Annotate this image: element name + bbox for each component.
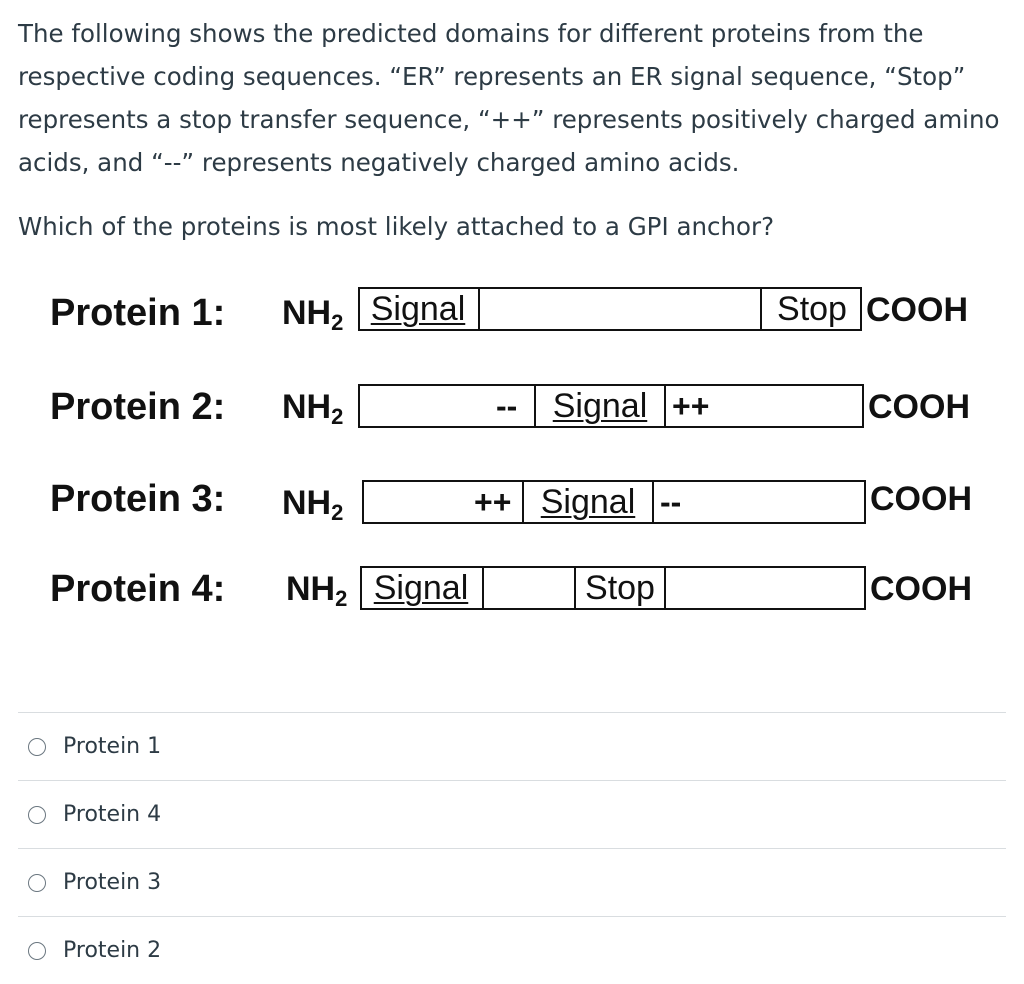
radio-button[interactable] bbox=[28, 738, 46, 756]
protein-4-stop-domain: Stop bbox=[574, 568, 666, 608]
protein-1-label: Protein 1: bbox=[50, 292, 226, 334]
answer-label: Protein 2 bbox=[63, 938, 162, 963]
protein-1-cooh: COOH bbox=[866, 291, 968, 329]
radio-button[interactable] bbox=[28, 806, 46, 824]
protein-1-bar bbox=[358, 287, 862, 331]
protein-4-nh2: $NH_2$ bbox=[286, 570, 348, 611]
answer-option[interactable] bbox=[18, 916, 1006, 984]
protein-3-cooh: COOH bbox=[870, 480, 972, 518]
protein-1-signal-domain: Signal bbox=[358, 289, 480, 329]
answer-label: Protein 4 bbox=[63, 802, 162, 827]
answer-option[interactable] bbox=[18, 780, 1006, 848]
protein-2-positive-charge: ++ bbox=[672, 388, 710, 424]
protein-2-cooh: COOH bbox=[868, 388, 970, 426]
protein-4-label: Protein 4: bbox=[50, 568, 226, 610]
protein-3-signal-domain: Signal bbox=[522, 482, 654, 522]
protein-2-label: Protein 2: bbox=[50, 386, 226, 428]
answer-list bbox=[18, 712, 1006, 984]
protein-2-bar bbox=[358, 384, 864, 428]
protein-2-negative-charge: -- bbox=[496, 388, 518, 424]
answer-option[interactable] bbox=[18, 848, 1006, 916]
protein-4-cooh: COOH bbox=[870, 570, 972, 608]
protein-3-label: Protein 3: bbox=[50, 478, 226, 520]
protein-4-bar bbox=[360, 566, 866, 610]
protein-3-negative-charge: -- bbox=[660, 484, 682, 520]
question-paragraph-2: Which of the proteins is most likely attached to a GPI anchor? bbox=[18, 212, 775, 241]
radio-button[interactable] bbox=[28, 874, 46, 892]
question-text bbox=[18, 12, 1008, 248]
answer-label: Protein 1 bbox=[63, 734, 162, 759]
protein-1-nh2: $NH_2$ bbox=[282, 294, 344, 335]
question-paragraph-1: The following shows the predicted domains for different proteins from the respective coding sequences. “ER” represents an ER signal sequence, “Stop” represents a stop transfer sequence, “++” represents positively charged amino acids, and “--” represents negatively charged amino acids. bbox=[18, 19, 1000, 177]
radio-button[interactable] bbox=[28, 942, 46, 960]
protein-3-nh2: $NH_2$ bbox=[282, 484, 344, 525]
protein-domain-figure bbox=[0, 270, 1024, 630]
protein-2-nh2: $NH_2$ bbox=[282, 388, 344, 429]
protein-2-signal-domain: Signal bbox=[534, 386, 666, 426]
protein-3-bar bbox=[362, 480, 866, 524]
protein-4-signal-domain: Signal bbox=[360, 568, 484, 608]
answer-option[interactable] bbox=[18, 712, 1006, 780]
protein-3-positive-charge: ++ bbox=[474, 484, 512, 520]
protein-1-stop-domain: Stop bbox=[760, 289, 862, 329]
answer-label: Protein 3 bbox=[63, 870, 162, 895]
